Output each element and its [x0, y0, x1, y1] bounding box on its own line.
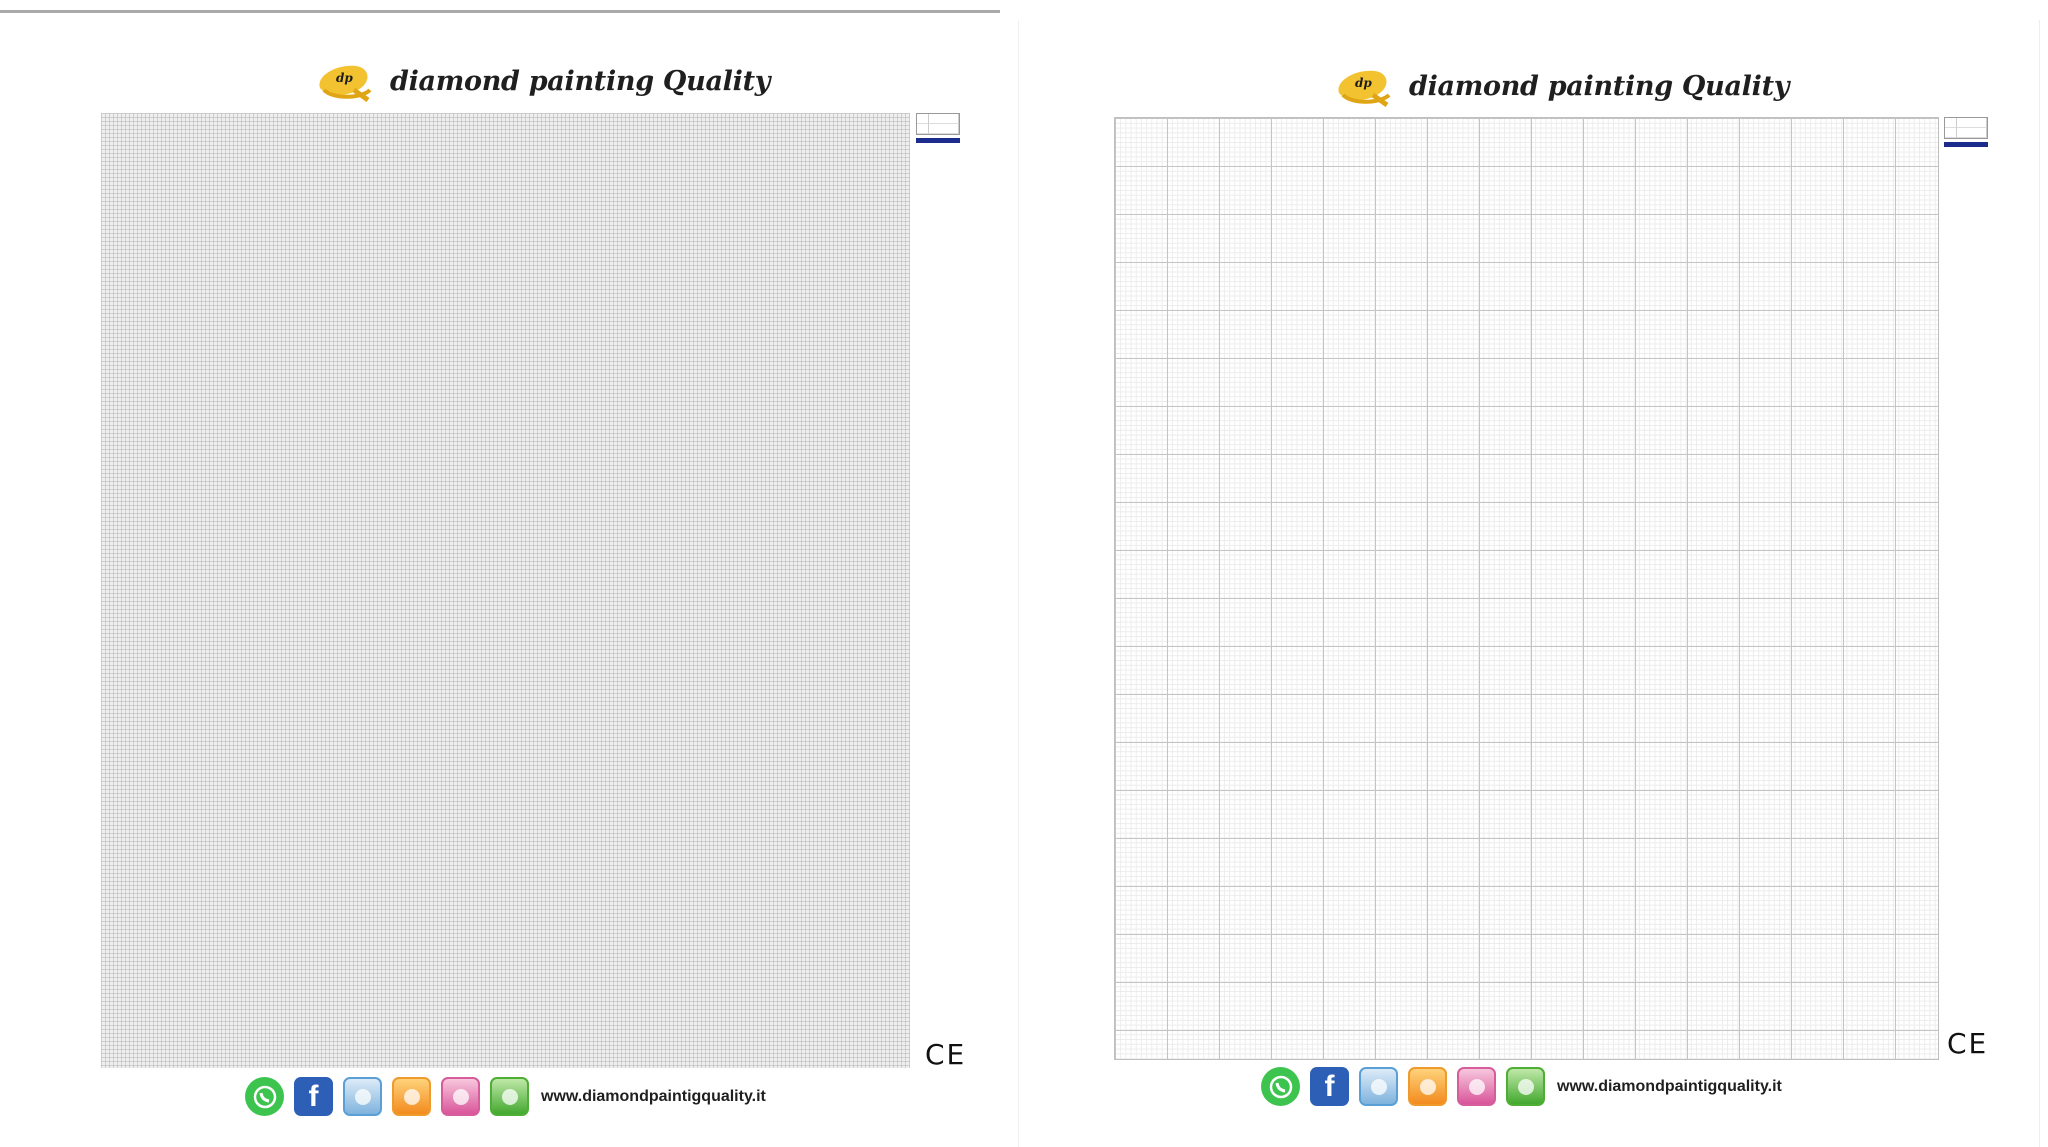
dp-logo-icon: [1333, 65, 1395, 107]
brand-header: [314, 60, 770, 102]
brand-header: [1333, 65, 1789, 107]
ce-mark: CE: [1947, 1027, 1989, 1060]
orange-app-icon[interactable]: [1408, 1067, 1447, 1106]
blue-app-icon[interactable]: [343, 1077, 382, 1116]
facebook-icon[interactable]: f: [294, 1077, 333, 1116]
facebook-icon[interactable]: f: [1310, 1067, 1349, 1106]
footer-bar: [1261, 1067, 1782, 1106]
code-table: [916, 113, 960, 135]
footer-bar: [245, 1077, 766, 1116]
code-table: [1944, 117, 1988, 139]
green-app-icon[interactable]: [490, 1077, 529, 1116]
website-link[interactable]: www.diamondpaintigquality.it: [541, 1087, 766, 1105]
blue-app-icon[interactable]: [1359, 1067, 1398, 1106]
canvas-sheet-left: [0, 13, 1000, 1147]
code-label-box: [1944, 117, 1988, 147]
whatsapp-icon[interactable]: [1261, 1067, 1300, 1106]
code-strip: [916, 138, 960, 143]
logo-mark-text: dp: [336, 71, 353, 85]
brand-name: diamond painting Quality: [1409, 70, 1790, 102]
code-label-box: [916, 113, 960, 143]
website-link[interactable]: www.diamondpaintigquality.it: [1557, 1077, 1782, 1095]
green-app-icon[interactable]: [1506, 1067, 1545, 1106]
code-strip: [1944, 142, 1988, 147]
canvas-sheet-right: [1018, 20, 2040, 1147]
dp-logo-icon: [314, 60, 376, 102]
whatsapp-icon[interactable]: [245, 1077, 284, 1116]
brand-name: diamond painting Quality: [390, 65, 771, 97]
canvas-grid: [101, 113, 910, 1068]
logo-mark-text: dp: [1355, 76, 1372, 90]
pink-app-icon[interactable]: [441, 1077, 480, 1116]
ce-mark: CE: [925, 1038, 967, 1071]
orange-app-icon[interactable]: [392, 1077, 431, 1116]
canvas-grid: [1114, 117, 1939, 1060]
pink-app-icon[interactable]: [1457, 1067, 1496, 1106]
